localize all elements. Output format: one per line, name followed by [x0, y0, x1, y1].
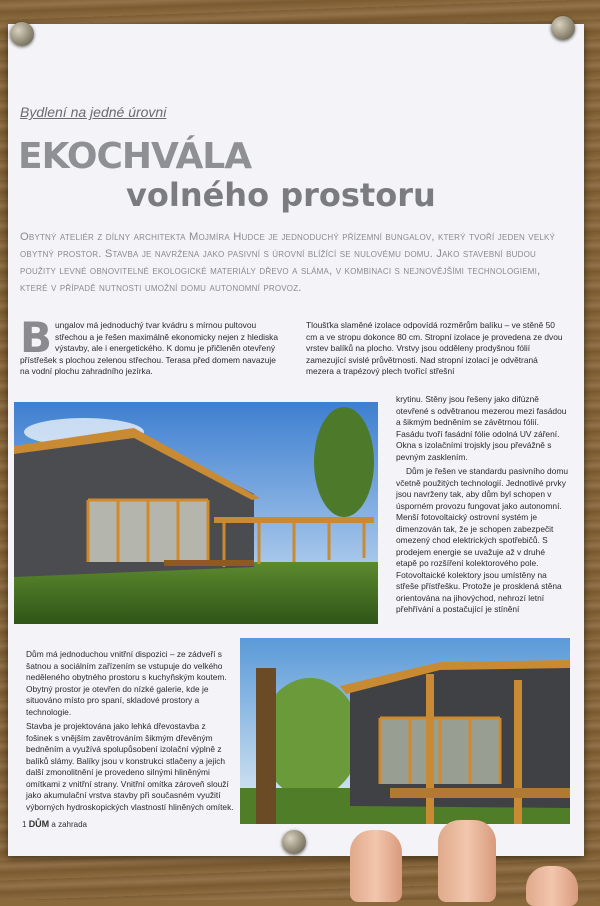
magazine-page	[8, 24, 584, 856]
column-technology	[396, 394, 568, 616]
paragraph-construction: Stavba je projektována jako lehká dřevostavba z fošinek s vnějším zavětrováním šikmým dřevěným bedněním a využívá spolupůsobení izolační výplně z balíků slámy. Balíky jsou v konstrukci stlačeny a jejich další zmonolitnění je provedeno silnými hliněnými omítkami z vnitřní strany. Vnitřní omítka zároveň slouží jako akumulační vrstva stavby při současném využití výborných hydroskopických vlastností hliněných omítek.	[26, 721, 234, 812]
magazine-brand: DŮM	[28, 819, 50, 829]
headline-line-2: volného prostoru	[126, 176, 436, 214]
pushpin-bottom	[282, 830, 306, 854]
magazine-brand-suffix: a zahrada	[51, 820, 88, 829]
section-kicker: Bydlení na jedné úrovni	[20, 104, 167, 120]
column-intro	[20, 313, 282, 378]
column-layout	[26, 649, 234, 813]
pushpin-top-right	[551, 16, 575, 40]
headline-line-1: EKOCHVÁLA	[18, 136, 252, 177]
lead-paragraph: Obytný ateliér z dílny architekta Mojmíra Hudce je jednoduchý přízemní bungalov, který tvoří jeden velký obytný prostor. Stavba je navržena jako pasivní s úrovní blížící se nulovému domu. Jako stavební budou použity levné obnovitelné ekologické materiály dřevo a sláma, v kombinaci s nejnovějšími technologiemi, které v případě nutnosti umožní domu autonomní provoz.	[20, 231, 556, 294]
intro-text: ungalov má jednoduchý tvar kvádru s mírnou pultovou střechou a je řešen maximálně ekonomicky nejen z hlediska výstavby, ale i energetického. K domu je přičleněn otevřený přístřešek s plochou zelenou střechou. Terasa před domem navazuje na vodní plochu zahradního jezírka.	[20, 320, 278, 376]
paragraph-interior: Dům má jednoduchou vnitřní dispozici – ze zádveří s šatnou a sociálním zařízením se vstupuje do velkého neděleného obytného prostoru s kuchyňským koutem. Obytný prostor je otevřen do nízké galerie, kde je situováno místo pro spaní, skladové prostory a technologie.	[26, 649, 227, 717]
drop-cap: B	[20, 313, 53, 362]
page-number: 1	[22, 820, 27, 829]
hand-holding-page	[330, 820, 600, 900]
paragraph-passive: Dům je řešen ve standardu pasivního domu včetně použitých technologií. Jednotlivé prvky jsou navrženy tak, aby dům byl schopen v úsporném provozu fungovat jako autonomní. Menší fotovoltaický ostrovní systém je dimenzován tak, že je schopen zabezpečit omezený chod elektrických spotřebičů. S prodejem energie se uvažuje až v druhé etapě po rozšíření kolektorového pole. Fotovoltaické kolektory jsou umístěny na střeše přístřešku. Protože je prosklená stěna orientována na jihovýchod, nehrozí letní přehřívání a postačující je stínění	[396, 466, 569, 614]
pushpin-top-left	[10, 22, 34, 46]
photo-bungalow-porch	[240, 638, 570, 824]
paragraph-walls: krytinu. Stěny jsou řešeny jako difúzně otevřené s odvětranou mezerou mezi fasádou a šikmým bedněním se závětrnou fólií. Fasádu tvoří fasádní fólie odolná UV záření. Okna s izolačními trojskly jsou převážně s pevným zasklením.	[396, 394, 567, 462]
column-insulation: Tloušťka slaměné izolace odpovídá rozměrům balíku – ve stěně 50 cm a ve stropu dokonce 80 cm. Stropní izolace je provedena ze dvou vrstev balíků na plocho. Vrstvy jsou odděleny prodyšnou fólií zamezující svislé průvětrnosti. Nad stropní izolací je odvětraná mezera a trapézový plech tvořící střešní	[306, 320, 563, 376]
page-footer	[22, 819, 87, 829]
photo-bungalow-exterior	[14, 402, 378, 624]
